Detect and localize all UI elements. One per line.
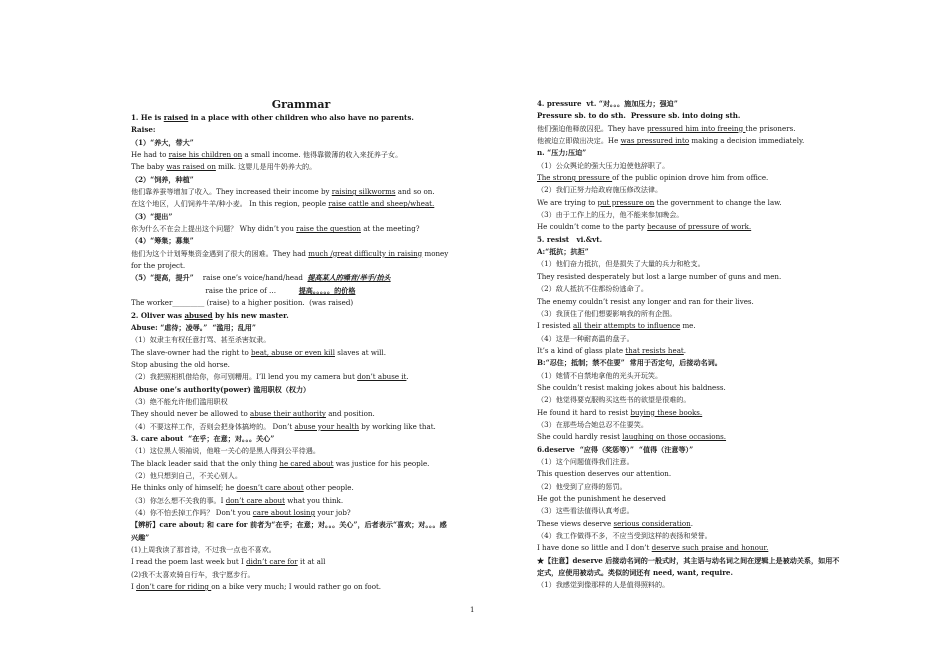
page-number: 1 <box>470 606 475 614</box>
text-run: deserve such praise and honour. <box>651 543 769 553</box>
text-run: by working like that. <box>359 421 436 431</box>
text-run: （4）这是一种耐高温的盘子。 <box>537 333 634 343</box>
right-text-line <box>537 370 882 382</box>
left-text-line <box>131 532 471 544</box>
text-run: the prisoners. <box>745 123 796 133</box>
left-text-line <box>131 408 471 420</box>
text-run: （2）他觉得要克服购买这些书的欲望是很难的。 <box>537 395 691 405</box>
text-run: This question deserves our attention. <box>537 469 672 479</box>
text-run: for the project. <box>131 261 186 271</box>
text-run: 他们强迫他释放囚犯。They have <box>537 123 647 133</box>
text-run: of the public opinion drove him from office. <box>612 173 769 183</box>
text-run: . <box>683 345 687 355</box>
text-run: （1）这位黑人领袖说，他唯一关心的是黑人得到公平待遇。 <box>131 446 320 456</box>
left-text-line <box>131 470 471 482</box>
text-run: raised <box>163 113 189 122</box>
text-run: making a decision immediately. <box>689 136 805 146</box>
left-text-line <box>131 310 471 322</box>
text-run: raise the price of … <box>131 285 299 295</box>
right-text-line <box>537 481 882 493</box>
right-text-line <box>537 555 882 567</box>
left-text-line <box>131 334 471 346</box>
text-run: 兴趣” <box>131 532 150 542</box>
right-text-line <box>537 209 882 221</box>
text-run: He had to <box>131 150 169 160</box>
text-run: was raised on <box>166 162 216 172</box>
text-run: doesn’t care about <box>236 483 304 493</box>
right-text-line <box>537 234 882 246</box>
left-text-line <box>131 384 471 396</box>
left-text-line <box>131 495 471 507</box>
text-run: . <box>406 372 409 382</box>
text-run: care about losing <box>252 508 316 517</box>
text-run: it at all <box>297 557 326 567</box>
text-run: abuse your health <box>294 421 360 431</box>
right-text-line <box>537 542 882 554</box>
text-run: （4）不要这样工作，否则会把身体搞垮的。 Don’t <box>131 421 295 431</box>
left-text-line <box>131 359 471 371</box>
text-run: and position. <box>325 409 375 419</box>
left-text-line <box>131 174 471 186</box>
text-run: abused <box>184 310 213 320</box>
text-run: （1）公众舆论的强大压力迫使他辞职了。 <box>537 160 670 170</box>
text-run: 1. He is <box>131 113 164 122</box>
text-run: （1）我感觉到像那样的人是值得照料的。 <box>537 580 670 590</box>
right-text-line <box>537 468 882 480</box>
right-text-line <box>537 345 882 357</box>
text-run: 他们为这个计划筹集资金遇到了很大的困难。They had <box>131 248 309 258</box>
text-run: They should never be allowed to <box>131 409 250 419</box>
left-text-line <box>131 347 471 359</box>
left-text-line <box>131 235 471 247</box>
text-run: The black leader said that the only thing <box>131 458 280 468</box>
text-run: Pressure sb. to do sth. Pressure sb. into doing sth. <box>537 111 741 121</box>
text-run: other people. <box>303 483 354 493</box>
right-text-line <box>537 518 882 530</box>
text-run: your job? <box>315 508 351 517</box>
text-run: He couldn’t come to the party <box>537 222 648 232</box>
text-run: put pressure on <box>597 197 655 207</box>
text-run: raise cattle and sheep/wheat. <box>328 199 435 209</box>
text-run: （1）这个问题值得我们注意。 <box>537 456 634 466</box>
text-run: what you think. <box>284 495 344 505</box>
text-run: We are trying to <box>537 197 598 207</box>
text-run: raise the question <box>296 224 361 234</box>
left-text-line <box>131 297 471 309</box>
text-run: me. <box>680 321 696 331</box>
left-text-line <box>131 507 471 519</box>
left-text-line <box>131 112 471 124</box>
text-run: much /great difficulty in raising <box>308 248 423 258</box>
left-text-line <box>131 371 471 383</box>
text-run: pressured him into freeing <box>646 123 746 133</box>
right-text-line <box>537 493 882 505</box>
text-run: （3）绝不能允许他们滥用职权 <box>131 396 228 406</box>
page-title: Grammar <box>271 98 331 111</box>
right-text-line <box>537 271 882 283</box>
right-text-line <box>537 160 882 172</box>
text-run: ★【注意】deserve 后接动名词的一般式时，其主语与动名词之间在逻辑上是被动关系，如用不 <box>537 555 840 565</box>
left-text-line <box>131 322 471 334</box>
left-text-line <box>131 198 471 210</box>
text-run: raising silkworms <box>331 187 396 197</box>
text-run: （2）敌人抵抗不住都纷纷逃命了。 <box>537 284 648 294</box>
right-column <box>537 98 882 592</box>
right-text-line <box>537 505 882 517</box>
text-run: 他被迫立即做出决定。He <box>537 136 621 146</box>
text-run: was justice for his people. <box>333 458 430 468</box>
right-text-line <box>537 296 882 308</box>
right-text-line <box>537 184 882 196</box>
left-text-line <box>131 519 471 531</box>
text-run: She couldn’t resist making jokes about his baldness. <box>537 382 726 392</box>
text-run: Abuse: “虐待；凌辱。” “滥用；乱用” <box>131 322 256 332</box>
right-text-line <box>537 172 882 184</box>
text-run: （1）他们奋力抵抗，但是损失了大量的兵力和枪支。 <box>537 259 705 269</box>
left-text-line <box>131 433 471 445</box>
text-run: . <box>690 518 694 528</box>
text-run: （1）“养大，带大” <box>131 137 194 147</box>
text-run: by his new master. <box>212 310 289 320</box>
text-run: （1）她情不自禁地拿他的光头开玩笑。 <box>537 370 663 380</box>
text-run: （2）他只想到自己，不关心别人。 <box>131 470 242 480</box>
text-run: （4）你不怕丢掉工作吗？ Don’t you <box>131 508 253 517</box>
text-run: didn’t care for <box>246 557 298 567</box>
left-text-line <box>131 149 471 161</box>
text-run: He found it hard to resist <box>537 407 631 417</box>
text-run: serious consideration <box>613 518 691 528</box>
left-text-line <box>131 260 471 272</box>
text-run: I have done so little and I don’t <box>537 543 652 553</box>
text-run: raise his children on <box>168 150 243 160</box>
text-run: I <box>131 582 137 592</box>
text-run: 定式，应使用被动式。类似的词还有 need, want, require. <box>537 568 733 578</box>
text-run: （4）我工作做得不多，不应当受到这样的表扬和荣誉。 <box>537 531 712 541</box>
right-text-line <box>537 258 882 270</box>
text-run: （3）这些看法值得认真考虑。 <box>537 506 634 516</box>
left-text-line <box>131 396 471 408</box>
text-run: I read the poem last week but I <box>131 557 247 567</box>
text-run: （3）你怎么想不关我的事。I <box>131 495 226 505</box>
left-text-line <box>131 569 471 581</box>
left-text-line <box>131 161 471 173</box>
text-run: （2）他受到了应得的惩罚。 <box>537 481 627 491</box>
right-text-line <box>537 394 882 406</box>
text-run: （4）“筹集；募集” <box>131 236 194 246</box>
left-text-line <box>131 458 471 470</box>
left-text-line <box>131 124 471 136</box>
text-run: 他们靠养蚕等增加了收入。They increased their income by <box>131 187 332 197</box>
text-run: （2）我们正努力给政府施压修改法律。 <box>537 185 663 195</box>
text-run: （5）“提高，提升” <box>131 273 194 283</box>
text-run: don’t care about <box>225 495 285 505</box>
left-text-line <box>131 544 471 556</box>
text-run: buying these books. <box>630 407 703 417</box>
right-text-line <box>537 530 882 542</box>
text-run: in a place with other children who also have no parents. <box>188 113 414 122</box>
right-text-line <box>537 320 882 332</box>
left-text-line <box>131 186 471 198</box>
text-run: at the meeting? <box>360 224 420 234</box>
text-run: （3）“提出” <box>131 211 173 221</box>
right-text-line <box>537 308 882 320</box>
left-text-line <box>131 482 471 494</box>
right-text-line <box>537 135 882 147</box>
text-run: and so on. <box>395 187 435 197</box>
text-run: A:“抵抗；抗拒” <box>537 247 589 257</box>
left-text-line <box>131 581 471 593</box>
text-run: laughing on those occasions. <box>622 432 727 442</box>
right-text-line <box>537 221 882 233</box>
text-run: the government to change the law. <box>654 197 782 207</box>
text-run: because of pressure of work. <box>647 222 752 232</box>
text-run: don’t abuse it <box>357 372 407 382</box>
left-text-line <box>131 556 471 568</box>
left-text-line <box>131 137 471 149</box>
text-run: n. “压力;压迫” <box>537 148 587 158</box>
right-text-line <box>537 407 882 419</box>
text-run: He thinks only of himself; he <box>131 483 237 493</box>
left-text-line <box>131 223 471 235</box>
text-run: B:“忍住；抵制；禁不住要” 常用于否定句，后接动名词。 <box>537 358 722 368</box>
right-text-line <box>537 246 882 258</box>
right-text-line <box>537 567 882 579</box>
text-run: 4. pressure vt. “对。。。施加压力；强迫” <box>537 99 678 108</box>
text-run: a small income. 他得靠微薄的收入来抚养子女。 <box>242 150 403 160</box>
text-run: 6.deserve “应得（奖惩等）” “值得（注意等）” <box>537 444 694 454</box>
text-run: The strong pressure <box>537 173 613 183</box>
right-text-line <box>537 197 882 209</box>
text-run: beat, abuse or even kill <box>250 347 335 357</box>
text-run: Stop abusing the old horse. <box>131 359 230 369</box>
text-run: (2)我不太喜欢骑自行车，我宁愿步行。 <box>131 569 255 579</box>
text-run: I resisted <box>537 321 574 331</box>
right-text-line <box>537 382 882 394</box>
text-run: 提高某人的嗓音/举手/抬头 <box>307 273 391 283</box>
text-run: raise one’s voice/hand/head <box>193 273 308 283</box>
text-run: milk. 这婴儿是用牛奶养大的。 <box>215 162 317 172</box>
left-text-line <box>131 285 471 297</box>
text-run: 【辨析】care about; 和 care for 前者为“在乎；在意；对。。。关心”，后者表示“喜欢；对。。。感 <box>131 520 447 530</box>
text-run: Abuse one’s authority(power) 滥用职权（权力） <box>131 384 311 394</box>
left-column <box>131 98 471 593</box>
right-text-line <box>537 357 882 369</box>
right-text-line <box>537 283 882 295</box>
text-run: The baby <box>131 162 167 172</box>
text-run: These views deserve <box>537 518 614 528</box>
right-text-line <box>537 419 882 431</box>
left-text-line <box>131 211 471 223</box>
text-run: that resists heat <box>625 345 684 355</box>
text-run: The worker_________ (raise) to a higher position. (was raised) <box>131 298 354 308</box>
right-text-line <box>537 98 882 110</box>
right-text-line <box>537 431 882 443</box>
text-run: 在这个地区，人们饲养牛羊/种小麦。 In this region, people <box>131 199 329 209</box>
text-run: The enemy couldn’t resist any longer and ran for their lives. <box>537 296 754 306</box>
text-run: It’s a kind of glass plate <box>537 345 626 355</box>
text-run: slaves at will. <box>334 347 386 357</box>
text-run: don’t care for riding <box>136 582 212 592</box>
right-text-line <box>537 456 882 468</box>
text-run: on a bike very much; I would rather go on foot. <box>211 582 382 592</box>
text-run: 5. resist vi.&vt. <box>537 234 603 244</box>
text-run: Raise: <box>131 125 156 135</box>
text-run: （3）在那些场合她总忍不住要笑。 <box>537 419 648 429</box>
text-run: abuse their authority <box>249 409 326 419</box>
text-run: 3. care about “在乎；在意；对。。。关心” <box>131 433 275 443</box>
left-text-line <box>131 272 471 284</box>
text-run: They resisted desperately but lost a large number of guns and men. <box>537 271 782 281</box>
text-run: She could hardly resist <box>537 432 623 442</box>
text-run: （1）奴隶主有权任意打骂、甚至杀害奴隶。 <box>131 335 271 345</box>
text-run: 你为什么不在会上提出这个问题？ Why didn’t you <box>131 224 297 234</box>
text-run: He got the punishment he deserved <box>537 494 666 503</box>
left-text-line <box>131 421 471 433</box>
text-run: 提高。。。。。的价格 <box>298 285 356 295</box>
text-run: （2）“饲养，种植” <box>131 174 194 184</box>
text-run: 2. Oliver was <box>131 310 185 320</box>
text-run: （3）我顶住了他们想要影响我的所有企图。 <box>537 308 677 318</box>
right-text-line <box>537 444 882 456</box>
text-run: (1)上周我读了那首诗，不过我一点也不喜欢。 <box>131 545 276 555</box>
right-text-line <box>537 110 882 122</box>
text-run: （3）由于工作上的压力，他不能来参加晚会。 <box>537 210 684 220</box>
left-text-line <box>131 445 471 457</box>
text-run: all their attempts to influence <box>573 321 681 331</box>
right-text-line <box>537 123 882 135</box>
right-text-line <box>537 333 882 345</box>
right-text-line <box>537 147 882 159</box>
right-text-line <box>537 579 882 591</box>
left-text-line <box>131 248 471 260</box>
text-run: was pressured into <box>620 136 690 146</box>
text-run: （2）我把照相机借给你，你可别糟用。I’ll lend you my camera but <box>131 372 358 382</box>
text-run: The slave-owner had the right to <box>131 347 251 357</box>
text-run: he cared about <box>279 458 334 468</box>
text-run: money <box>422 248 449 258</box>
